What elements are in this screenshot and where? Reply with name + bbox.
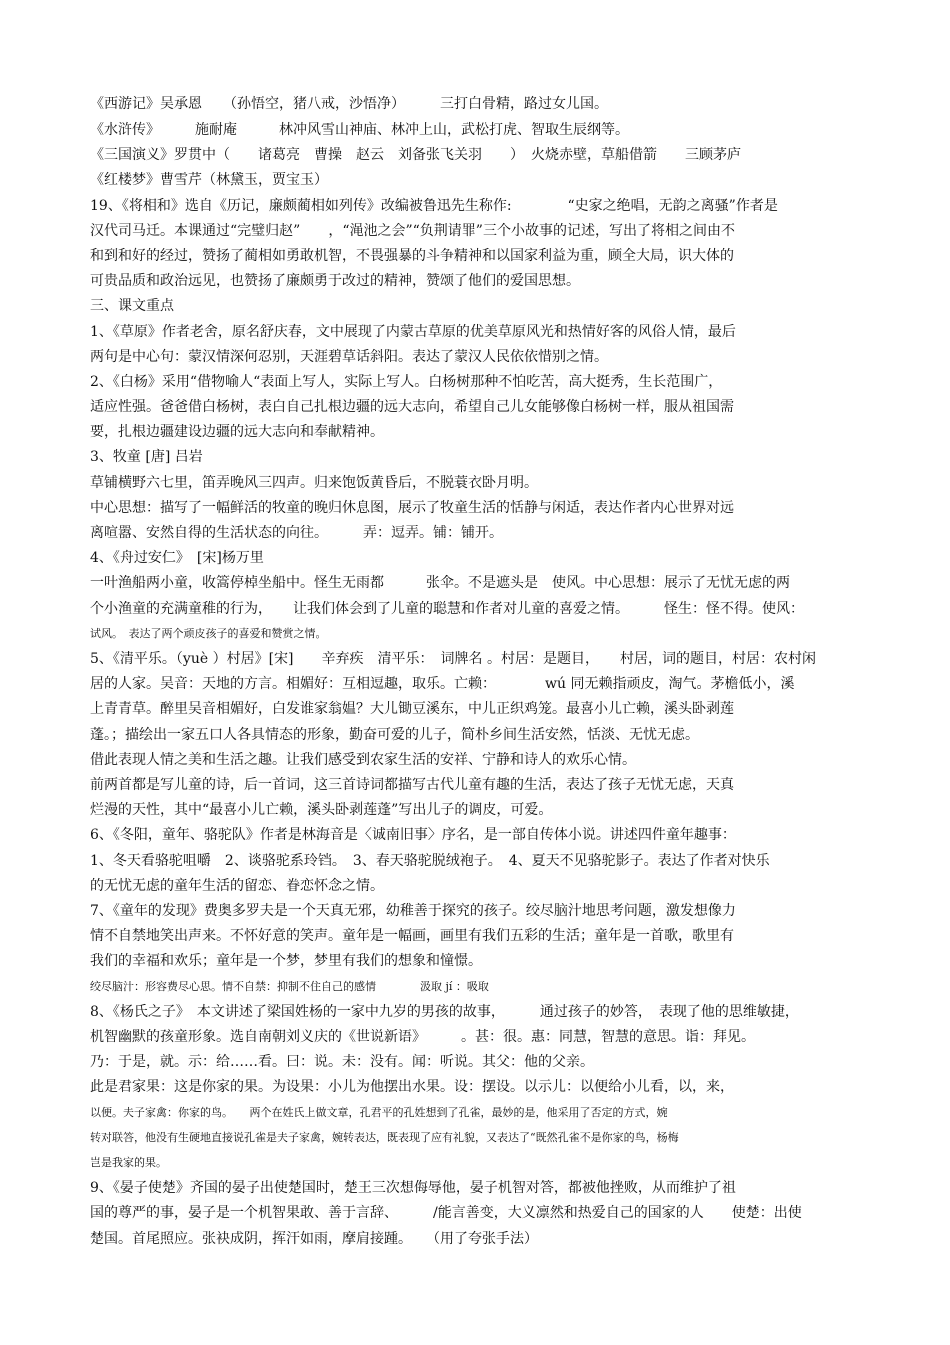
text-line: 国的尊严的事，晏子是一个机智果敢、善于言辞、 /能言善变，大义凛然和热爱自己的国家的人 使楚：出使: [90, 1205, 802, 1221]
text-line: 个小渔童的充满童稚的行为， 让我们体会到了儿童的聪慧和作者对儿童的喜爱之情。 怪生：怪不得。使风：: [90, 601, 804, 617]
text-line: 机智幽默的孩童形象。选自南朝刘义庆的《世说新语》 。甚：很。惠：同慧，智慧的意思。诣：拜见。: [90, 1029, 755, 1045]
text-line: 7、《童年的发现》费奥多罗夫是一个天真无邪，幼稚善于探究的孩子。绞尽脑汁地思考问题，激发想像力: [90, 903, 736, 919]
text-line: 试风。 表达了两个顽皮孩子的喜爱和赞赏之情。: [90, 627, 327, 640]
text-line: 《红楼梦》曹雪芹（林黛玉，贾宝玉）: [90, 172, 328, 188]
text-line: 绞尽脑汁：形容费尽心思。情不自禁：抑制不住自己的感情 汲取 jí ：吸取: [90, 980, 489, 993]
text-line: 上青青草。醉里吴音相媚好，白发谁家翁媪？大儿锄豆溪东，中儿正织鸡笼。最喜小儿亡赖，溪头卧剥莲: [90, 701, 734, 717]
text-line: 此是君家果：这是你家的果。为设果：小儿为他摆出水果。设：摆设。以示儿：以便给小儿看，以，来，: [90, 1079, 734, 1095]
text-line: 8、《杨氏之子》 本文讲述了梁国姓杨的一家中九岁的男孩的故事， 通过孩子的妙答， 表现了他的思维敏捷，: [90, 1004, 799, 1020]
text-line: 两句是中心句：蒙汉情深何忍别，天涯碧草话斜阳。表达了蒙汉人民依依惜别之情。: [90, 349, 608, 365]
text-line: 6、《冬阳，童年、骆驼队》作者是林海音是〈诚南旧事〉序名，是一部自传体小说。讲述四件童年趣事：: [90, 827, 736, 843]
text-line: 岂是我家的果。: [90, 1156, 167, 1169]
text-line: 中心思想：描写了一幅鲜活的牧童的晚归休息图，展示了牧童生活的恬静与闲适，表达作者内心世界对远: [90, 500, 734, 516]
text-line: 《三国演义》罗贯中（ 诸葛亮 曹操 赵云 刘备张飞关羽 ） 火烧赤壁，草船借箭 三顾茅庐: [90, 147, 741, 163]
text-line: 2、《白杨》采用“借物喻人“表面上写人，实际上写人。白杨树那种不怕吃苦，高大挺秀，生长范围广，: [90, 374, 723, 390]
text-line: 情不自禁地笑出声来。不怀好意的笑声。童年是一幅画，画里有我们五彩的生活；童年是一首歌，歌里有: [90, 928, 734, 944]
text-line: 草铺横野六七里，笛弄晚风三四声。归来饱饭黄昏后，不脱蓑衣卧月明。: [90, 475, 538, 491]
text-line: 的无忧无虑的童年生活的留恋、眷恋怀念之情。: [90, 878, 384, 894]
text-line: 1、冬天看骆驼咀嚼 2、谈骆驼系玲铛。 3、春天骆驼脱绒袍子。 4、夏天不见骆驼影子。表达了作者对快乐: [90, 853, 770, 869]
text-line: 适应性强。爸爸借白杨树，表白自己扎根边疆的远大志向，希望自己儿女能够像白杨树一样，服从祖国需: [90, 399, 734, 415]
text-line: 楚国。首尾照应。张袂成阴，挥汗如雨，摩肩接踵。 （用了夸张手法）: [90, 1231, 538, 1247]
text-line: 《西游记》吴承恩 （孙悟空，猪八戒，沙悟净） 三打白骨精，路过女儿国。: [90, 96, 608, 112]
text-line: 3、牧童 [唐] 吕岩: [90, 449, 203, 465]
text-line: 转对联答，他没有生硬地直接说孔雀是夫子家禽，婉转表达，既表现了应有礼貌，又表达了“既然孔雀不是你家的鸟，杨梅: [90, 1131, 679, 1144]
text-line: 以便。夫子家禽：你家的鸟。 两个在姓氏上做文章，孔君平的孔姓想到了孔雀，最妙的是，他采用了否定的方式，婉: [90, 1106, 668, 1119]
text-line: 一叶渔船两小童，收篙停棹坐船中。怪生无雨都 张伞。不是遮头是 使风。中心思想：展示了无忧无虑的两: [90, 575, 790, 591]
text-line: 4、《舟过安仁》 [宋]杨万里: [90, 550, 264, 566]
text-line: 乃：于是，就。示：给……看。曰：说。未：没有。闻：听说。其父：他的父亲。: [90, 1054, 594, 1070]
text-line: 5、《清平乐。（yuè ）村居》[宋] 辛弃疾 清平乐： 词牌名 。村居：是题目， 村居，词的题目，村居：农村闲: [90, 651, 816, 667]
text-line: 和到和好的经过，赞扬了蔺相如勇敢机智，不畏强暴的斗争精神和以国家利益为重，顾全大局，识大体的: [90, 248, 734, 264]
text-line: 烂漫的天性，其中“最喜小儿亡赖，溪头卧剥莲蓬”写出儿子的调皮，可爱。: [90, 802, 553, 818]
text-line: 前两首都是写儿童的诗，后一首词，这三首诗词都描写古代儿童有趣的生活，表达了孩子无忧无虑，天真: [90, 777, 734, 793]
text-line: 9、《晏子使楚》齐国的晏子出使楚国时，楚王三次想侮辱他，晏子机智对答，都被他挫败，从而维护了祖: [90, 1180, 736, 1196]
text-line: 汉代司马迁。本课通过“完璧归赵” ，“渑池之会”“负荆请罪”三个小故事的记述，写出了将相之间由不: [90, 223, 735, 239]
text-line: 19、《将相和》选自《历记，廉颇蔺相如列传》改编被鲁迅先生称作: “史家之绝唱，无韵之离骚”作者是: [90, 198, 778, 214]
section-heading: 三、课文重点: [90, 298, 174, 314]
text-line: 居的人家。吴音：天地的方言。相媚好：互相逗趣，取乐。亡赖： wú 同无赖指顽皮，淘气。茅檐低小，溪: [90, 676, 795, 692]
text-line: 蓬。；描绘出一家五口人各具情态的形象，勤奋可爱的儿子，简朴乡间生活安然，恬淡、无忧无虑。: [90, 727, 699, 743]
text-line: 离喧嚣、安然自得的生活状态的向往。 弄：逗弄。铺：铺开。: [90, 525, 503, 541]
text-line: 可贵品质和政治远见，也赞扬了廉颇勇于改过的精神，赞颂了他们的爱国思想。: [90, 273, 580, 289]
text-line: 借此表现人情之美和生活之趣。让我们感受到农家生活的安祥、宁静和诗人的欢乐心情。: [90, 752, 636, 768]
text-line: 要，扎根边疆建设边疆的远大志向和奉献精神。: [90, 424, 384, 440]
text-line: 1、《草原》作者老舍，原名舒庆春，文中展现了内蒙古草原的优美草原风光和热情好客的风俗人情，最后: [90, 324, 736, 340]
text-line: 我们的幸福和欢乐；童年是一个梦，梦里有我们的想象和憧憬。: [90, 953, 482, 969]
text-line: 《水浒传》 施耐庵 林冲风雪山神庙、林冲上山，武松打虎、智取生辰纲等。: [90, 122, 629, 138]
